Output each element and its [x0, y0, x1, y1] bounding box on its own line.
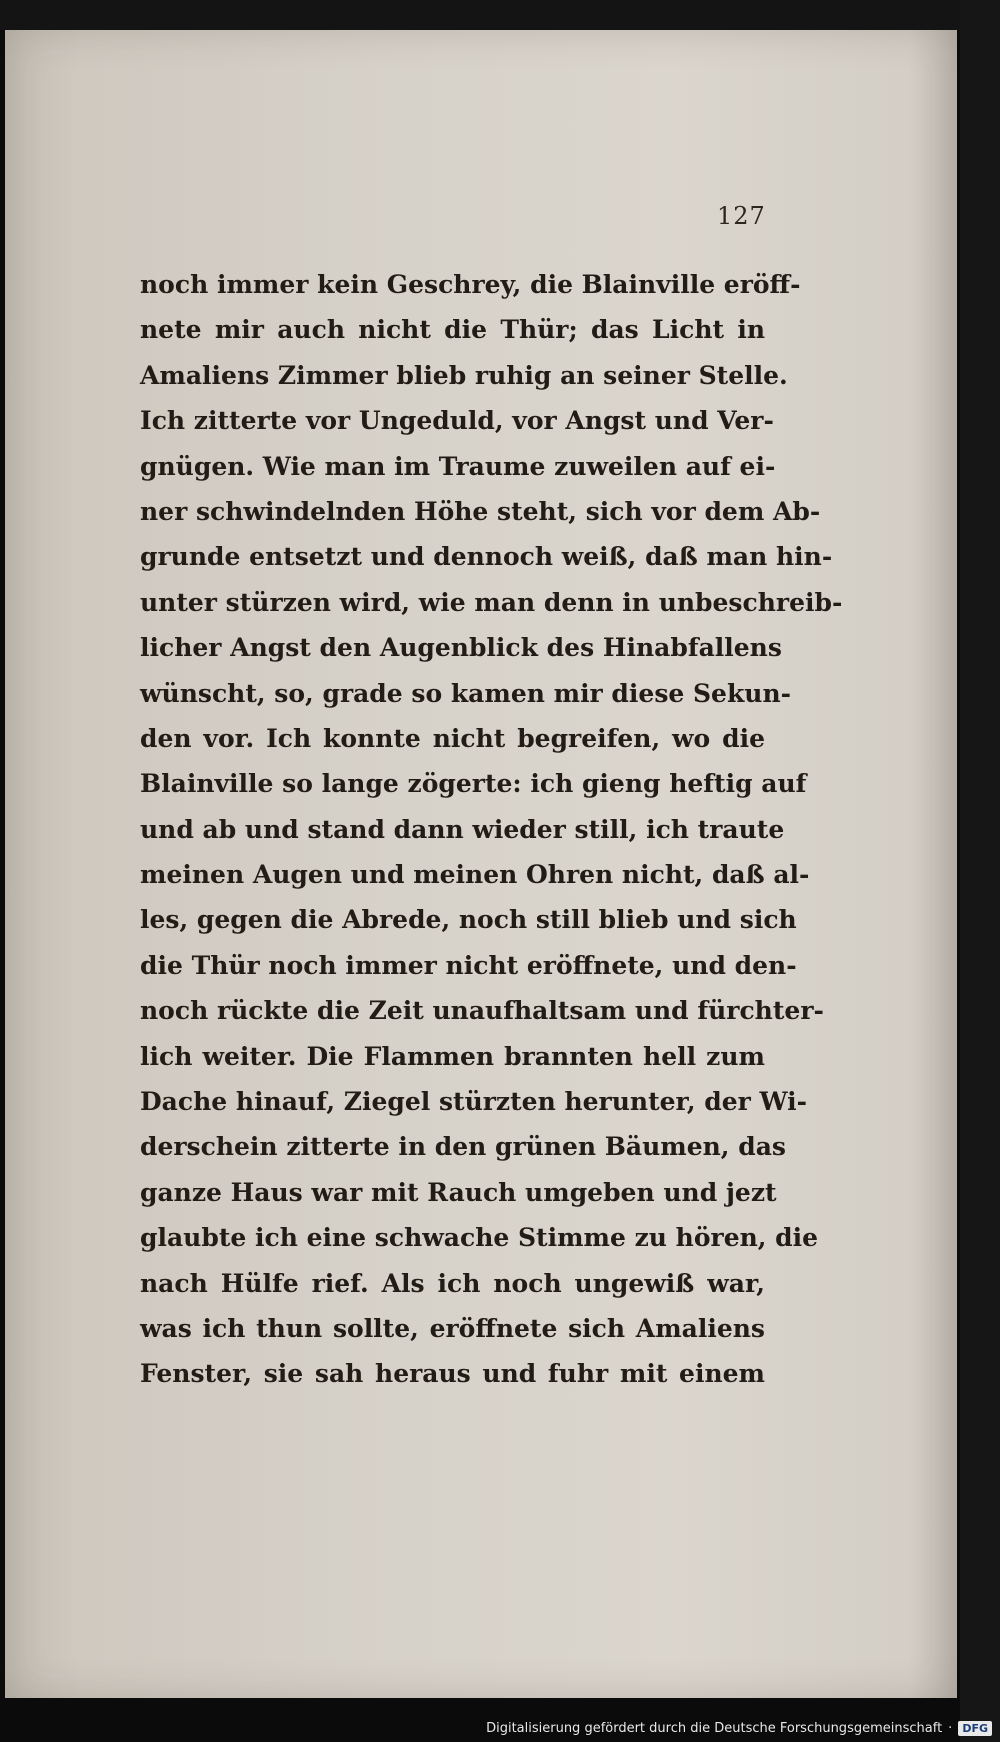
- text-line: Blainville so lange zögerte: ich gieng heftig auf: [140, 769, 807, 799]
- credit-text: Digitalisierung gefördert durch die Deutsche Forschungsgemeinschaft: [486, 1721, 943, 1736]
- text-line: die Thür noch immer nicht eröffnete, und den-: [140, 950, 797, 980]
- text-line: derschein zitterte in den grünen Bäumen, das: [140, 1132, 786, 1162]
- text-line: ner schwindelnden Höhe steht, sich vor dem Ab-: [140, 496, 821, 526]
- text-line: Fenster, sie sah heraus und fuhr mit einem: [140, 1359, 765, 1389]
- text-line: glaubte ich eine schwache Stimme zu hören, die: [140, 1223, 819, 1253]
- credit-separator: ·: [948, 1721, 953, 1736]
- text-line: Dache hinauf, Ziegel stürzten herunter, der Wi-: [140, 1087, 808, 1117]
- text-line: noch immer kein Geschrey, die Blainville eröff-: [140, 270, 801, 299]
- text-line: den vor. Ich konnte nicht begreifen, wo die: [140, 723, 765, 753]
- scan-background-right: [960, 0, 1000, 1742]
- text-line: ganze Haus war mit Rauch umgeben und jezt: [140, 1177, 777, 1207]
- book-page: [5, 30, 957, 1698]
- text-line: und ab und stand dann wieder still, ich traute: [140, 814, 785, 844]
- text-line: les, gegen die Abrede, noch still blieb und sich: [140, 905, 797, 935]
- digitization-credit: [486, 1721, 992, 1736]
- text-line: was ich thun sollte, eröffnete sich Amaliens: [140, 1313, 765, 1343]
- text-line: lich weiter. Die Flammen brannten hell zum: [140, 1041, 765, 1071]
- text-line: unter stürzen wird, wie man denn in unbeschreib-: [140, 587, 843, 617]
- text-line: Ich zitterte vor Ungeduld, vor Angst und Ver-: [140, 406, 774, 436]
- text-line: noch rückte die Zeit unaufhaltsam und fürchter-: [140, 996, 824, 1026]
- text-line: meinen Augen und meinen Ohren nicht, daß al-: [140, 860, 810, 890]
- scan-background-top: [0, 0, 1000, 30]
- text-line: gnügen. Wie man im Traume zuweilen auf ei-: [140, 451, 776, 481]
- text-line: nete mir auch nicht die Thür; das Licht in: [140, 315, 765, 345]
- text-line: wünscht, so, grade so kamen mir diese Sekun-: [140, 678, 792, 708]
- page-number: 127: [717, 202, 766, 230]
- dfg-logo: DFG: [958, 1721, 992, 1736]
- body-text: [140, 262, 843, 1397]
- text-line: licher Angst den Augenblick des Hinabfallens: [140, 633, 782, 663]
- text-line: grunde entsetzt und dennoch weiß, daß man hin-: [140, 542, 833, 572]
- text-line: nach Hülfe rief. Als ich noch ungewiß war,: [140, 1268, 765, 1298]
- text-line: Amaliens Zimmer blieb ruhig an seiner Stelle.: [140, 360, 788, 390]
